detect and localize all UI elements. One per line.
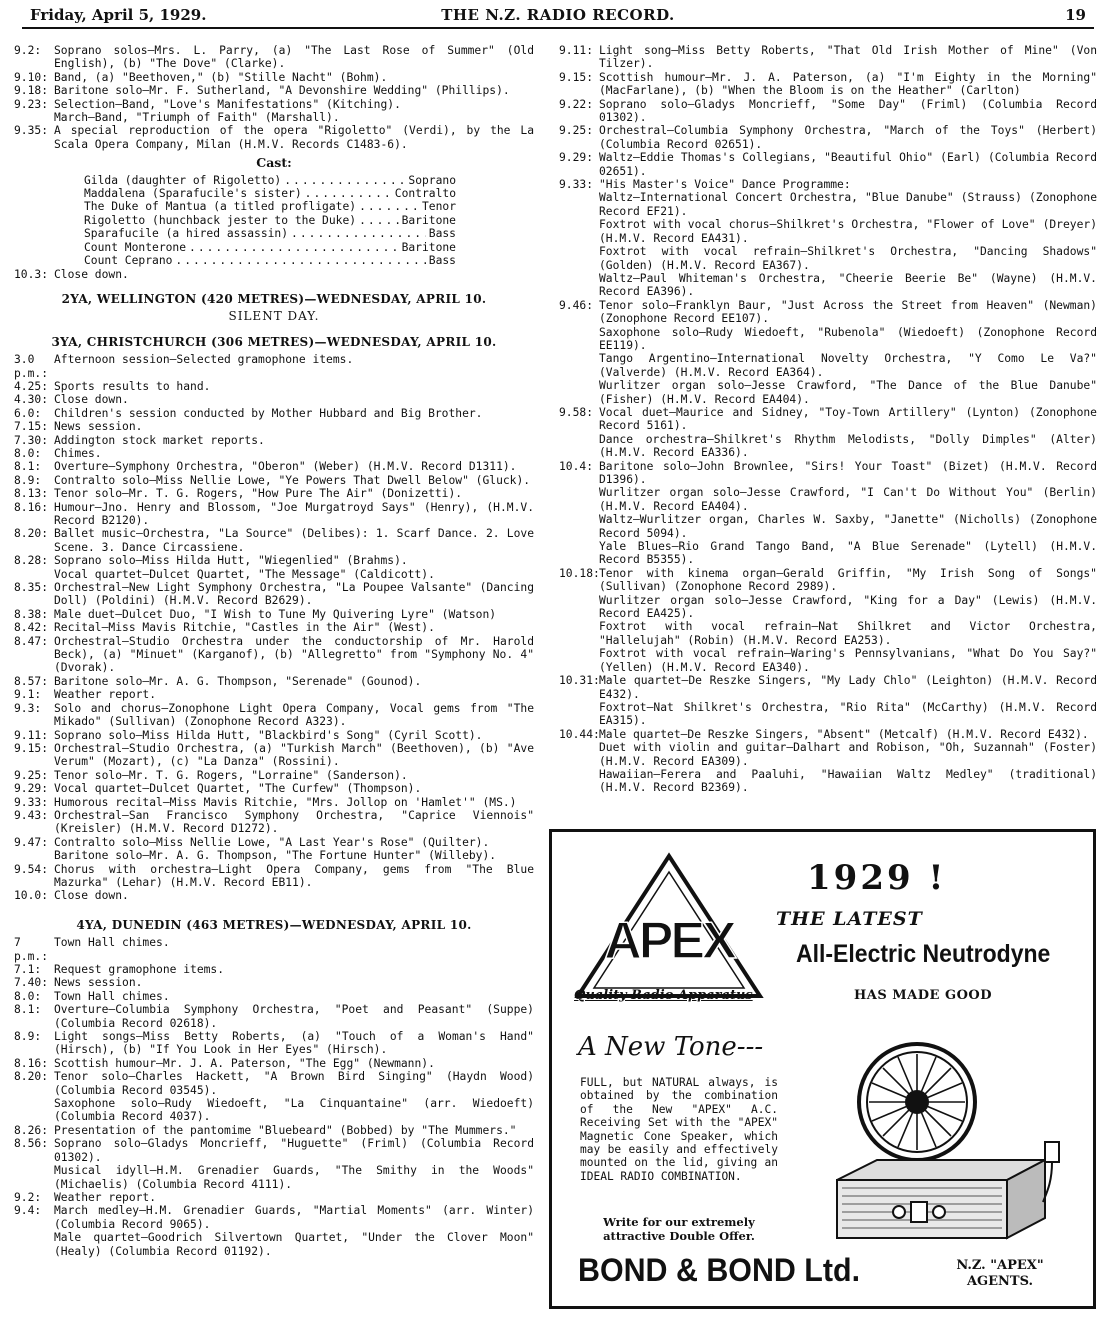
entry-text: Overture—Symphony Orchestra, "Oberon" (Weber) (H.M.V. Record D1311). (54, 460, 517, 474)
programme-sub-entry: Foxtrot with vocal chorus—Shilkret's Orchestra, "Flower of Love" (Dreyer) (H.M.V. Record EA431). (599, 218, 1097, 245)
dot-leader (175, 254, 425, 267)
programme-entry (14, 836, 534, 849)
programme-entry (559, 406, 1097, 433)
programme-entry (14, 447, 534, 460)
programme-entry (14, 420, 534, 433)
programme-sub-entry: Wurlitzer organ solo—Jesse Crawford, "I Can't Do Without You" (Berlin) (H.M.V. Record EA404). (599, 486, 1097, 513)
programme-sub-entry: Vocal quartet—Dulcet Quartet, "The Message" (Caldicott). (54, 567, 435, 581)
entry-time: 10.0: (14, 889, 49, 903)
entry-text: Baritone solo—John Brownlee, "Sirs! Your Toast" (Bizet) (H.M.V. Record D1396). (599, 459, 1097, 486)
entry-text: Town Hall chimes. (54, 936, 170, 950)
programme-entry (14, 487, 534, 500)
programme-sub-entry: Yale Blues—Rio Grand Tango Band, "A Blue Serenade" (Lytell) (H.M.V. Record B5355). (599, 540, 1097, 567)
programme-sub-entry: Musical idyll—H.M. Grenadier Guards, "The Smithy in the Woods" (Michaelis) (Columbia Record 4111). (54, 1164, 534, 1191)
entry-text: Children's session conducted by Mother Hubbard and Big Brother. (54, 406, 483, 420)
entry-text: Close down. (54, 889, 129, 903)
left-column (14, 44, 534, 1258)
ad-body-text: FULL, but NATURAL always, is obtained by the combination of the New "APEX" A.C. Receiving Set with the "APEX" Magnetic Cone Speaker, which may be easily and effectively mounted on the lid, giving an IDEAL RADIO COMBINATION. (580, 1076, 778, 1183)
cast-list (14, 174, 534, 268)
programme-entry (14, 608, 534, 621)
programme-entry (14, 393, 534, 406)
entry-time: 8.1: (14, 460, 42, 474)
entry-time: 4.25: (14, 379, 49, 393)
header-date: Friday, April 5, 1929. (30, 6, 207, 24)
programme-entry (559, 44, 1097, 71)
entry-time: 10.4: (559, 459, 594, 473)
cast-voice: Bass (428, 227, 456, 241)
entry-time: 8.38: (14, 607, 49, 621)
header-title: THE N.Z. RADIO RECORD. (441, 6, 675, 24)
rigoletto-programme (14, 44, 534, 151)
entry-text: Ballet music—Orchestra, "La Source" (Delibes): 1. Scarf Dance. 2. Love Scene. 3. Dance Circassiene. (54, 527, 534, 554)
programme-entry (14, 936, 534, 963)
programme-entry (14, 675, 534, 688)
dot-leader (359, 214, 399, 227)
entry-text: Weather report. (54, 1190, 157, 1204)
programme-entry (14, 474, 534, 487)
programme-sub-entry: Foxtrot—Nat Shilkret's Orchestra, "Rio Rita" (McCarthy) (H.M.V. Record EA315). (599, 700, 1097, 728)
entry-text: Scottish humour—Mr. J. A. Paterson, (a) "I'm Eighty in the Morning" (MacFarlane), (b) "When the Bloom is on the Heather" (Carlton) (599, 70, 1097, 98)
programme-entry (559, 460, 1097, 487)
programme-entry (14, 990, 534, 1003)
entry-text: Male duet—Dulcet Duo, "I Wish to Tune My Quivering Lyre" (Watson) (54, 607, 497, 621)
programme-entry (14, 124, 534, 151)
entry-text: Tenor solo—Franklyn Baur, "Just Across the Street from Heaven" (Newman) (Zonophone Record EE107). (599, 298, 1097, 326)
programme-entry (14, 407, 534, 420)
entry-text: Orchestral—Columbia Symphony Orchestra, "March of the Toys" (Herbert) (Columbia Record 02651). (599, 124, 1097, 151)
programme-entry (14, 688, 534, 701)
entry-time: 7.15: (14, 420, 49, 434)
entry-time: 9.2: (14, 1190, 42, 1204)
entry-time: 9.47: (14, 835, 49, 849)
programme-entry (14, 1030, 534, 1057)
programme-entry (559, 299, 1097, 326)
entry-text: Orchestral—Studio Orchestra under the conductorship of Mr. Harold Beck), (a) "Minuet" (Karganof), (b) "Allegretto" from "Symphony No. 4" (Dvorak). (54, 634, 534, 675)
programme-entry (14, 729, 534, 742)
programme-entry (14, 581, 534, 608)
dot-leader (305, 187, 392, 200)
entry-time: 8.9: (14, 1030, 42, 1044)
entry-time: 9.18: (14, 84, 49, 98)
programme-entry (14, 963, 534, 976)
entry-time: 8.47: (14, 634, 49, 648)
entry-time: 8.0: (14, 446, 42, 460)
entry-time: 9.33: (559, 178, 594, 192)
entry-time: 9.46: (559, 298, 594, 312)
entry-time: 8.26: (14, 1123, 49, 1137)
cast-row (84, 227, 456, 240)
programme-sub-entry: Hawaiian—Ferera and Paaluhi, "Hawaiian Waltz Medley" (traditional) (H.M.V. Record B2369). (599, 767, 1097, 795)
entry-time: 9.58: (559, 405, 594, 419)
entry-text: Orchestral—San Francisco Symphony Orchestra, "Caprice Viennois" (Kreisler) (H.M.V. Record D1272). (54, 808, 534, 836)
entry-text: Humour—Jno. Henry and Blossom, "Joe Murgatroyd Says" (Henry), (H.M.V. Record B2120). (54, 500, 534, 527)
entry-time: 9.25: (559, 124, 594, 138)
programme-entry (14, 863, 534, 890)
entry-time: 8.20: (14, 527, 49, 541)
entry-time: 9.22: (559, 97, 594, 111)
cast-role: Count Monterone (84, 240, 187, 254)
programme-entry (14, 1204, 534, 1231)
entry-time: 7 p.m.: (14, 936, 49, 963)
programme-sub-entry: Saxophone solo—Rudy Wiedoeft, "Rubenola" (Wiedoeft) (Zonophone Record EE119). (599, 325, 1097, 352)
entry-time: 8.9: (14, 473, 42, 487)
cast-heading: Cast: (256, 155, 292, 171)
entry-time: 10.18: (559, 566, 600, 580)
ad-offer: Write for our extremely attractive Double Offer. (603, 1215, 755, 1243)
entry-text: Afternoon session—Selected gramophone items. (54, 353, 354, 367)
programme-sub-entry: Foxtrot with vocal refrain—Shilkret's Orchestra, "Dancing Shadows" (Golden) (H.M.V. Record EA367). (599, 245, 1097, 272)
entry-text: News session. (54, 420, 143, 434)
programme-entry (14, 621, 534, 634)
programme-sub-entry: Dance orchestra—Shilkret's Rhythm Melodists, "Dolly Dimples" (Alter) (H.M.V. Record EA336). (599, 432, 1097, 460)
entry-text: March medley—H.M. Grenadier Guards, "Martial Moments" (arr. Winter) (Columbia Record 9065). (54, 1204, 534, 1231)
entry-time: 9.11: (14, 728, 49, 742)
dunedin-heading: 4YA, DUNEDIN (463 METRES)—WEDNESDAY, APRIL 10. (76, 917, 472, 932)
christchurch-programme (14, 353, 534, 903)
entry-time: 8.20: (14, 1070, 49, 1084)
entry-time: 9.1: (14, 688, 42, 702)
cast-role: Rigoletto (hunchback jester to the Duke) (84, 213, 357, 227)
programme-entry (559, 98, 1097, 125)
agents-line-2: AGENTS. (966, 1274, 1034, 1289)
programme-entry (14, 809, 534, 836)
entry-text: Solo and chorus—Zonophone Light Opera Company, Vocal gems from "The Mikado" (Sullivan) (Zonophone Record A323). (54, 701, 534, 729)
entry-time: 6.0: (14, 406, 42, 420)
entry-time: 10.31: (559, 674, 600, 688)
ad-tone: A New Tone--- (578, 1032, 764, 1062)
entry-text: Scottish humour—Mr. J. A. Paterson, "The Egg" (Newmann). (54, 1056, 435, 1070)
entry-text: "His Master's Voice" Dance Programme: (599, 178, 851, 192)
programme-sub-entry: Baritone solo—Mr. A. G. Thompson, "The Fortune Hunter" (Willeby). (54, 849, 497, 863)
entry-text: Light song—Miss Betty Roberts, "That Old Irish Mother of Mine" (Von Tilzer). (599, 44, 1097, 71)
entry-text: Recital—Miss Mavis Ritchie, "Castles in the Air" (West). (54, 621, 435, 635)
entry-time: 9.10: (14, 70, 49, 84)
entry-time: 3.0 p.m.: (14, 353, 49, 380)
programme-entry (14, 1070, 534, 1097)
programme-sub-entry: Waltz—International Concert Orchestra, "Blue Danube" (Strauss) (Zonophone Record EF21). (599, 191, 1097, 218)
entry-text: Presentation of the pantomime "Bluebeard" (Bobbed) by "The Mummers." (54, 1123, 517, 1137)
cast-row (84, 200, 456, 213)
programme-sub-entry: Male quartet—Goodrich Silvertown Quartet, "Under the Clover Moon" (Healy) (Columbia Record 01192). (54, 1231, 534, 1258)
entry-time: 10.44: (559, 727, 600, 741)
entry-text: Male quartet—De Reszke Singers, "Absent" (Metcalf) (H.M.V. Record E432). (599, 727, 1089, 741)
entry-text: A special reproduction of the opera "Rigoletto" (Verdi), by the La Scala Opera Company, Milan (H.M.V. Records C1483-6). (54, 124, 534, 151)
entry-text: Light songs—Miss Betty Roberts, (a) "Touch of a Woman's Hand" (Hirsch), (b) "If You Look in Her Eyes" (Hirsch). (54, 1030, 534, 1057)
entry-text: Contralto solo—Miss Nellie Lowe, "A Last Year's Rose" (Quilter). (54, 835, 490, 849)
cast-row (84, 254, 456, 267)
cast-voice: Baritone (401, 240, 456, 254)
wellington-note: SILENT DAY. (228, 309, 320, 324)
page-header (30, 6, 1086, 28)
entry-text: Selection—Band, "Love's Manifestations" (Kitching). (54, 97, 401, 111)
entry-time: 8.57: (14, 674, 49, 688)
programme-sub-entry: Waltz—Paul Whiteman's Orchestra, "Cheerie Beerie Be" (Wayne) (H.M.V. Record EA396). (599, 271, 1097, 299)
entry-text: Overture—Columbia Symphony Orchestra, "Poet and Peasant" (Suppe) (Columbia Record 02618). (54, 1003, 534, 1030)
entry-time: 9.29: (559, 151, 594, 165)
logo-tagline: Quality Radio Apparatus (574, 988, 753, 1003)
dot-leader (359, 200, 419, 213)
programme-entry (14, 796, 534, 809)
programme-sub-entry: March—Band, "Triumph of Faith" (Marshall). (54, 111, 340, 125)
programme-entry (14, 976, 534, 989)
programme-entry (14, 44, 534, 71)
entry-time: 9.4: (14, 1204, 42, 1218)
entry-text: Orchestral—Studio Orchestra, (a) "Turkish March" (Beethoven), (b) "Ave Verum" (Mozart), (c) "La Danza" (Rossini). (54, 741, 534, 769)
entry-text: Sports results to hand. (54, 379, 211, 393)
entry-text: Contralto solo—Miss Nellie Lowe, "Ye Powers That Dwell Below" (Gluck). (54, 473, 531, 487)
programme-entry (14, 501, 534, 528)
entry-text: Baritone solo—Mr. F. Sutherland, "A Devonshire Wedding" (Phillips). (54, 84, 510, 98)
cast-role: The Duke of Mantua (a titled profligate) (84, 200, 357, 214)
entry-time: 8.16: (14, 500, 49, 514)
programme-sub-entry: Wurlitzer organ solo—Jesse Crawford, "King for a Day" (Lewis) (H.M.V. Record EA425). (599, 593, 1097, 621)
entry-text: Tenor solo—Mr. T. G. Rogers, "How Pure The Air" (Donizetti). (54, 487, 463, 501)
entry-time: 8.0: (14, 989, 42, 1003)
cast-voice: Contralto (394, 187, 456, 201)
programme-entry (14, 1003, 534, 1030)
entry-text: Orchestral—New Light Symphony Orchestra, "La Poupee Valsante" (Dancing Doll) (Poldini) (H.M.V. Record B2629). (54, 581, 534, 608)
company-name: BOND & BOND Ltd. (578, 1252, 861, 1288)
header-rule (22, 27, 1094, 29)
entry-text: Chimes. (54, 446, 102, 460)
entry-text: Chorus with orchestra—Light Opera Company, gems from "The Blue Mazurka" (Lehar) (H.M.V. Record EB11). (54, 862, 534, 889)
ad-year: 1929 ! (807, 858, 947, 898)
entry-text: Baritone solo—Mr. A. G. Thompson, "Serenade" (Gounod). (54, 674, 422, 688)
entry-time: 9.43: (14, 808, 49, 822)
programme-sub-entry: Saxophone solo—Rudy Wiedoeft, "La Cinquantaine" (arr. Wiedoeft) (Columbia Record 4037). (54, 1097, 534, 1124)
entry-text: Humorous recital—Miss Mavis Ritchie, "Mrs. Jollop on 'Hamlet'" (MS.) (54, 795, 517, 809)
cast-role: Sparafucile (a hired assassin) (84, 227, 289, 241)
cast-voice: Soprano (408, 173, 456, 187)
cast-role: Maddalena (Sparafucile's sister) (84, 187, 302, 201)
programme-entry (14, 71, 534, 84)
entry-text: News session. (54, 976, 143, 990)
entry-time: 8.42: (14, 621, 49, 635)
ad-latest: THE LATEST (776, 908, 923, 930)
christchurch-heading: 3YA, CHRISTCHURCH (306 METRES)—WEDNESDAY, APRIL 10. (51, 334, 497, 349)
entry-text: Town Hall chimes. (54, 989, 170, 1003)
entry-time: 8.56: (14, 1137, 49, 1151)
programme-entry (14, 1137, 534, 1164)
programme-entry (559, 728, 1097, 741)
entry-text: Soprano solo—Miss Hilda Hutt, "Blackbird's Song" (Cyril Scott). (54, 728, 483, 742)
programme-sub-entry: Tango Argentino—International Novelty Orchestra, "Y Como Le Va?" (Valverde) (H.M.V. Record EA364). (599, 352, 1097, 379)
entry-text: Tenor with kinema organ—Gerald Griffin, "My Irish Song of Songs" (Sullivan) (Zonophone Record 2989). (599, 566, 1097, 594)
entry-text: Male quartet—De Reszke Singers, "My Lady Chlo" (Leighton) (H.M.V. Record E432). (599, 674, 1097, 701)
cast-role: Count Ceprano (84, 254, 173, 268)
entry-text: Soprano solo—Gladys Moncrieff, "Some Day" (Friml) (Columbia Record 01302). (599, 97, 1097, 125)
programme-entry (14, 769, 534, 782)
entry-text: Soprano solo—Gladys Moncrieff, "Huguette" (Friml) (Columbia Record 01302). (54, 1137, 534, 1164)
entry-time: 7.40: (14, 976, 49, 990)
dot-leader (291, 227, 426, 240)
cast-role: Gilda (daughter of Rigoletto) (84, 173, 282, 187)
entry-text: Band, (a) "Beethoven," (b) "Stille Nacht" (Bohm). (54, 70, 388, 84)
programme-entry (14, 527, 534, 554)
entry-time: 8.1: (14, 1003, 42, 1017)
programme-entry (559, 178, 1097, 191)
entry-text: Addington stock market reports. (54, 433, 265, 447)
programme-entry (14, 84, 534, 97)
entry-time: 8.16: (14, 1056, 49, 1070)
programme-entry (14, 434, 534, 447)
entry-text: Soprano solo—Miss Hilda Hutt, "Wiegenlied" (Brahms). (54, 554, 408, 568)
programme-entry (14, 742, 534, 769)
header-page-number: 19 (1065, 6, 1086, 24)
entry-text: Close down. (54, 393, 129, 407)
programme-entry (14, 1124, 534, 1137)
entry-time: 9.15: (559, 70, 594, 84)
entry-time: 8.35: (14, 581, 49, 595)
programme-entry (14, 782, 534, 795)
dunedin-programme (14, 936, 534, 1258)
entry-text: Waltz—Eddie Thomas's Collegians, "Beautiful Ohio" (Earl) (Columbia Record 02651). (599, 151, 1097, 178)
agents-label (950, 1258, 1050, 1290)
cast-voice: Tenor (421, 200, 456, 214)
entry-text: Vocal duet—Maurice and Sidney, "Toy-Town Artillery" (Lynton) (Zonophone Record 5161). (599, 405, 1097, 433)
entry-time: 9.35: (14, 124, 49, 138)
entry-time: 9.11: (559, 44, 594, 57)
programme-sub-entry: Foxtrot with vocal refrain—Waring's Pennsylvanians, "What Do You Say?" (Yellen) (H.M.V. Record EA340). (599, 647, 1097, 674)
programme-entry (559, 567, 1097, 594)
entry-time: 9.54: (14, 862, 49, 876)
ad-made-good: HAS MADE GOOD (854, 988, 992, 1003)
programme-entry (14, 889, 534, 902)
cast-row (84, 214, 456, 227)
programme-entry (14, 1191, 534, 1204)
programme-entry (14, 460, 534, 473)
cast-voice: Baritone (401, 213, 456, 227)
ad-product: All-Electric Neutrodyne (796, 940, 1051, 968)
entry-time: 7.30: (14, 433, 49, 447)
radio-speaker-illustration (807, 1032, 1077, 1242)
programme-entry (14, 353, 534, 380)
entry-time: 7.1: (14, 963, 42, 976)
programme-sub-entry: Foxtrot with vocal refrain—Nat Shilkret and Victor Orchestra, "Hallelujah" (Robin) (H.M.V. Record EA253). (599, 620, 1097, 647)
cast-row (84, 241, 456, 254)
entry-time: 9.29: (14, 782, 49, 796)
apex-advertisement (549, 829, 1096, 1309)
wellington-heading: 2YA, WELLINGTON (420 METRES)—WEDNESDAY, APRIL 10. (61, 291, 487, 306)
programme-sub-entry: Waltz—Wurlitzer organ, Charles W. Saxby, "Janette" (Nicholls) (Zonophone Record 5094). (599, 513, 1097, 540)
entry-time: 9.2: (14, 44, 42, 57)
cast-row (84, 187, 456, 200)
programme-entry (14, 1057, 534, 1070)
entry-time: 9.25: (14, 768, 49, 782)
dot-leader (284, 174, 405, 187)
programme-entry (559, 674, 1097, 701)
programme-entry (559, 71, 1097, 98)
entry-time: 9.3: (14, 701, 42, 715)
dunedin-programme-continued (559, 44, 1097, 795)
entry-time: 9.23: (14, 97, 49, 111)
programme-sub-entry: Duet with violin and guitar—Dalhart and Robison, "Oh, Suzannah" (Foster) (H.M.V. Record EA309). (599, 741, 1097, 768)
entry-text: Request gramophone items. (54, 963, 225, 976)
entry-text: Tenor solo—Charles Hackett, "A Brown Bird Singing" (Haydn Wood) (Columbia Record 03545). (54, 1070, 534, 1097)
programme-entry (14, 380, 534, 393)
programme-entry (14, 635, 534, 675)
entry-time: 4.30: (14, 393, 49, 407)
programme-sub-entry: Wurlitzer organ solo—Jesse Crawford, "The Dance of the Blue Danube" (Fisher) (H.M.V. Record EA404). (599, 379, 1097, 406)
right-column (559, 44, 1097, 795)
agents-line-1: N.Z. "APEX" (956, 1258, 1044, 1273)
cast-voice: Bass (428, 254, 456, 268)
entry-text: Tenor solo—Mr. T. G. Rogers, "Lorraine" (Sanderson). (54, 768, 408, 782)
programme-entry (14, 98, 534, 111)
entry-text: Close down. (54, 267, 129, 281)
entry-time: 9.15: (14, 741, 49, 755)
cast-row (84, 174, 456, 187)
programme-entry (14, 268, 534, 281)
programme-entry (559, 124, 1097, 151)
entry-text: Weather report. (54, 688, 157, 702)
logo-text: APEX (604, 912, 734, 970)
programme-entry (14, 554, 534, 567)
programme-entry (14, 702, 534, 729)
entry-text: Soprano solos—Mrs. L. Parry, (a) "The Last Rose of Summer" (Old English), (b) "The Dove" (Clarke). (54, 44, 534, 71)
entry-time: 8.13: (14, 487, 49, 501)
dot-leader (189, 241, 399, 254)
entry-time: 9.33: (14, 795, 49, 809)
entry-text: Vocal quartet—Dulcet Quartet, "The Curfew" (Thompson). (54, 782, 422, 796)
entry-time: 8.28: (14, 554, 49, 568)
entry-time: 10.3: (14, 267, 49, 281)
programme-entry (559, 151, 1097, 178)
